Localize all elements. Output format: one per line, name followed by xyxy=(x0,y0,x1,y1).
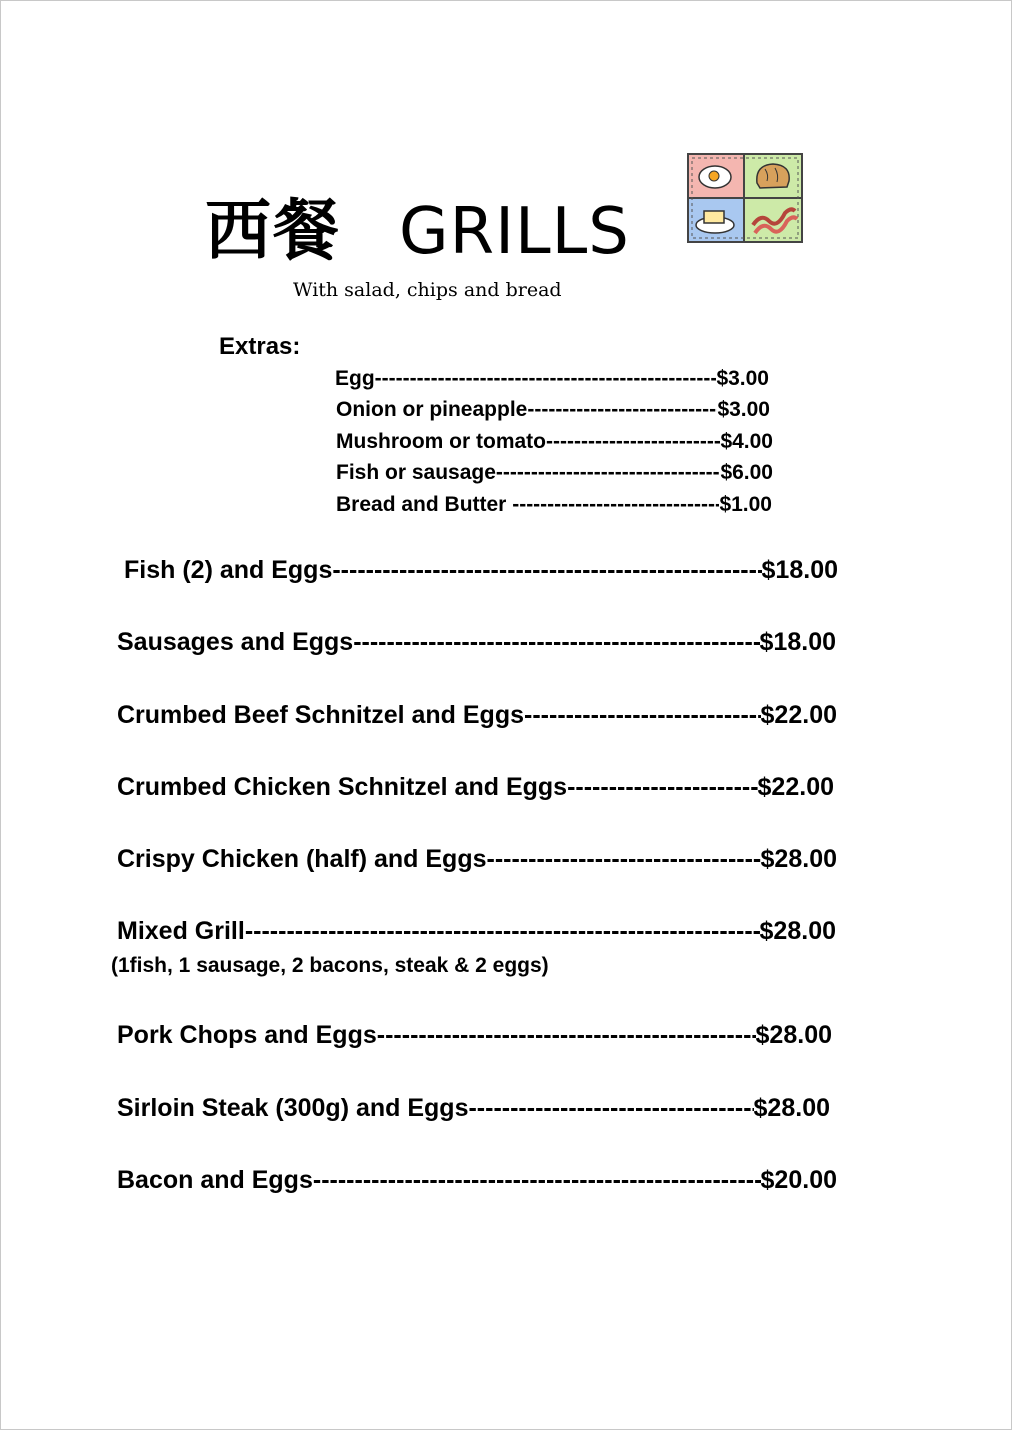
menu-item-price: $28.00 xyxy=(760,845,837,873)
menu-item-price: $22.00 xyxy=(760,701,837,729)
dotted-leader xyxy=(567,773,757,802)
dotted-leader xyxy=(377,1021,756,1050)
menu-item-name: Fish (2) and Eggs xyxy=(124,556,333,584)
page-title-chinese: 西餐 xyxy=(205,192,341,269)
extra-item-name: Bread and Butter xyxy=(336,493,513,516)
extra-item-price: $3.00 xyxy=(716,367,769,390)
subtitle: With salad, chips and bread xyxy=(293,279,562,301)
extras-heading: Extras: xyxy=(219,333,301,360)
menu-item xyxy=(117,1166,837,1200)
extra-item xyxy=(336,461,773,489)
dotted-leader xyxy=(313,1166,761,1195)
menu-item xyxy=(117,917,836,951)
extra-item xyxy=(336,430,773,458)
dotted-leader xyxy=(245,917,760,946)
menu-item-name: Crumbed Beef Schnitzel and Eggs xyxy=(117,701,525,729)
dotted-leader xyxy=(546,430,720,454)
extra-item-name: Onion or pineapple xyxy=(336,398,528,421)
extra-item-name: Egg xyxy=(335,367,375,390)
menu-item-price: $22.00 xyxy=(757,773,834,801)
menu-item xyxy=(117,701,837,735)
page-title: GRILLS xyxy=(399,195,630,269)
menu-item xyxy=(117,845,837,879)
menu-item xyxy=(117,1094,830,1128)
extra-item xyxy=(336,398,770,426)
dotted-leader xyxy=(496,461,721,485)
extra-item-price: $6.00 xyxy=(720,461,773,484)
dotted-leader xyxy=(468,1094,753,1123)
menu-item-name: Crumbed Chicken Schnitzel and Eggs xyxy=(117,773,568,801)
dotted-leader xyxy=(512,493,719,517)
menu-item-price: $28.00 xyxy=(753,1094,830,1122)
breakfast-food-quilt-icon xyxy=(685,151,805,245)
menu-item-price: $18.00 xyxy=(761,556,838,584)
menu-item xyxy=(117,773,834,807)
dotted-leader xyxy=(524,701,761,730)
menu-item-name: Sirloin Steak (300g) and Eggs xyxy=(117,1094,469,1122)
menu-item-name: Sausages and Eggs xyxy=(117,628,354,656)
extra-item-price: $1.00 xyxy=(719,493,772,516)
menu-item-name: Mixed Grill xyxy=(117,917,245,945)
dotted-leader xyxy=(375,367,717,391)
menu-item xyxy=(124,556,838,590)
menu-item-price: $28.00 xyxy=(759,917,836,945)
extra-item xyxy=(336,493,772,521)
menu-item-price: $20.00 xyxy=(760,1166,837,1194)
menu-item-name: Crispy Chicken (half) and Eggs xyxy=(117,845,487,873)
extra-item-price: $4.00 xyxy=(720,430,773,453)
dotted-leader xyxy=(332,556,761,585)
menu-item xyxy=(117,1021,832,1055)
extra-item-price: $3.00 xyxy=(717,398,770,421)
menu-item-note: (1fish, 1 sausage, 2 bacons, steak & 2 eggs) xyxy=(111,954,549,977)
title-row xyxy=(205,177,630,267)
extra-item-name: Fish or sausage xyxy=(336,461,496,484)
menu-item-price: $18.00 xyxy=(759,628,836,656)
extra-item xyxy=(335,367,769,395)
extra-item-name: Mushroom or tomato xyxy=(336,430,546,453)
dotted-leader xyxy=(487,845,761,874)
menu-item-name: Bacon and Eggs xyxy=(117,1166,313,1194)
menu-item xyxy=(117,628,836,662)
dotted-leader xyxy=(527,398,717,422)
menu-item-name: Pork Chops and Eggs xyxy=(117,1021,377,1049)
menu-item-price: $28.00 xyxy=(755,1021,832,1049)
dotted-leader xyxy=(353,628,759,657)
